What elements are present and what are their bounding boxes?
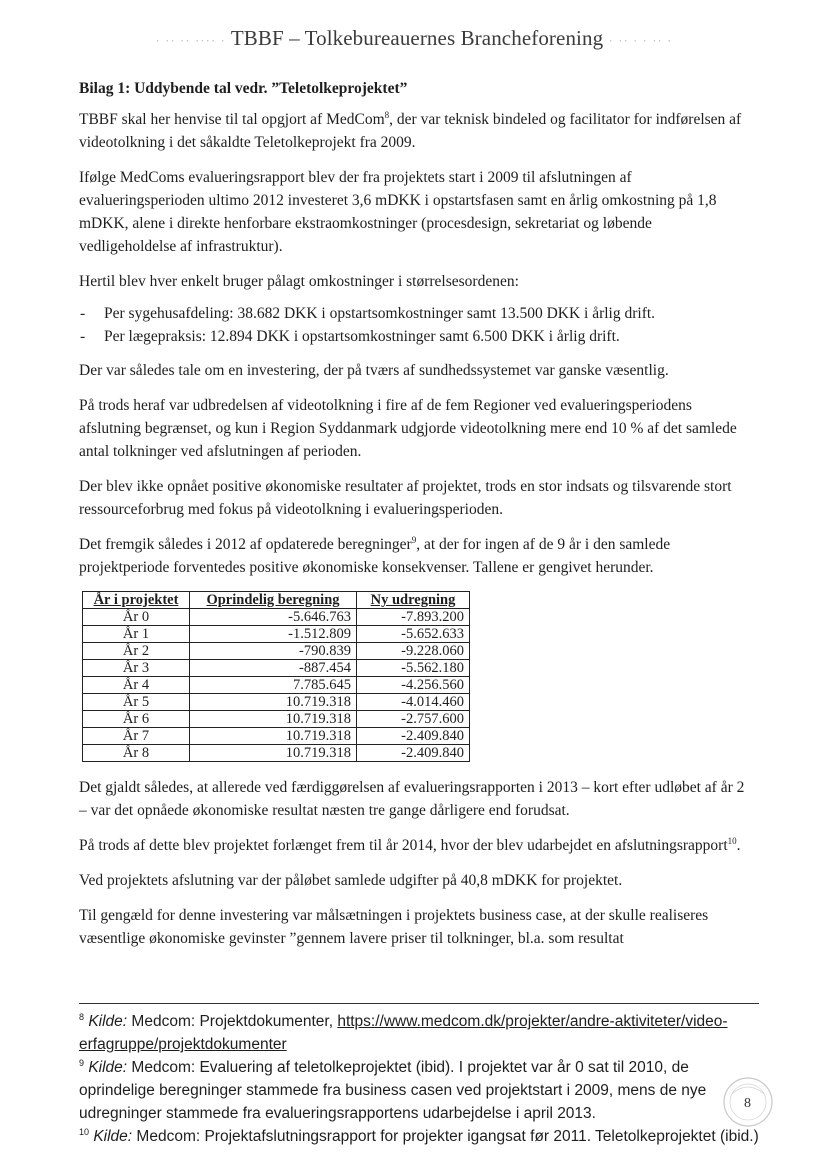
cell-original: 7.785.645: [190, 677, 357, 694]
calculation-table: [82, 591, 470, 762]
list-item: - Per sygehusafdeling: 38.682 DKK i opstartsomkostninger samt 13.500 DKK i årlig drift.: [79, 302, 751, 325]
cell-original: 10.719.318: [190, 694, 357, 711]
paragraph-6: Der blev ikke opnået positive økonomiske resultater af projektet, trods en stor indsats og tilsvarende stort ressourceforbrug med fokus på videotolkning i evalueringsperioden.: [79, 478, 732, 518]
cell-new: -9.228.060: [357, 643, 470, 660]
cell-original: -1.512.809: [190, 626, 357, 643]
table-body: [83, 609, 470, 762]
paragraph-11: Til gengæld for denne investering var målsætningen i projektets business case, at der skulle realiseres væsentlige økonomiske gevinster ”gennem lavere priser til tolkninger, bl.a. som resultat: [79, 907, 709, 947]
paragraph-7: Det fremgik således i 2012 af opdaterede beregninger$^9$, at der for ingen af de 9 år i den samlede projektperiode forventedes positive økonomiske konsekvenser. Tallene er gengivet herunder.: [79, 534, 671, 576]
cell-original: -790.839: [190, 643, 357, 660]
footnote-ref-10[interactable]: 10: [727, 835, 737, 846]
cell-year: År 0: [83, 609, 190, 626]
list-item: - Per lægepraksis: 12.894 DKK i opstartsomkostninger samt 6.500 DKK i årlig drift.: [79, 325, 751, 348]
header-scan-noise-right: · ·· · · ·· ·: [608, 33, 673, 48]
cell-new: -5.652.633: [357, 626, 470, 643]
cell-year: År 5: [83, 694, 190, 711]
cell-original: 10.719.318: [190, 728, 357, 745]
cell-year: År 1: [83, 626, 190, 643]
cell-original: -5.646.763: [190, 609, 357, 626]
footnote-9: $^9$ Kilde: Medcom: Evaluering af teletolkeprojektet (ibid). I projektet var år 0 sat til 2010, de oprindelige beregninger stammede fra business casen ved projektstart i 2009, mens de nye udregninger stammede fra evalueringsrapportens udarbejdelse i april 2013.: [79, 1057, 707, 1122]
cell-year: År 6: [83, 711, 190, 728]
cell-new: -2.409.840: [357, 728, 470, 745]
paragraph-1: TBBF skal her henvise til tal opgjort af MedCom$^8$, der var teknisk bindeled og facilitator for indførelsen af videotolkning i det såkaldte Teletolkeprojekt fra 2009.: [79, 109, 742, 151]
cell-year: År 2: [83, 643, 190, 660]
footnote-link[interactable]: https://www.medcom.dk/projekter/andre-aktiviteter/video-erfagruppe/projektdokumenter: [79, 1013, 728, 1053]
table-row: [83, 609, 470, 626]
footnote-10: $^{10}$ Kilde: Medcom: Projektafslutningsrapport for projekter igangsat før 2011. Teletolkeprojektet (ibid.): [79, 1126, 759, 1145]
table-row: [83, 660, 470, 677]
cost-list: [79, 302, 751, 348]
table-row: [83, 694, 470, 711]
cell-new: -4.256.560: [357, 677, 470, 694]
table-row: [83, 728, 470, 745]
cell-new: -2.757.600: [357, 711, 470, 728]
paragraph-8: Det gjaldt således, at allerede ved færdiggørelsen af evalueringsrapporten i 2013 – kort efter udløbet af år 2 – var det opnåede økonomiske resultat næsten tre gange dårligere end forudsat.: [79, 779, 745, 819]
table-row: [83, 677, 470, 694]
table-row: [83, 745, 470, 762]
paragraph-5: På trods heraf var udbredelsen af videotolkning i fire af de fem Regioner ved evalueringsperiodens afslutning begrænset, og kun i Region Syddanmark udgjorde videotolkning mere end 10 % af det samlede antal tolkninger ved afslutningen af perioden.: [79, 397, 737, 460]
footnote-ref-8[interactable]: 8: [384, 109, 390, 120]
paragraph-3: Hertil blev hver enkelt bruger pålagt omkostninger i størrelsesordenen:: [79, 273, 519, 290]
page-header: [0, 26, 828, 51]
paragraph-4: Der var således tale om en investering, der på tværs af sundhedssystemet var ganske væsentlig.: [79, 362, 669, 379]
paragraph-9: På trods af dette blev projektet forlænget frem til år 2014, hvor der blev udarbejdet en afslutningsrapport$^{10}$.: [79, 835, 741, 854]
section-heading: Bilag 1: Uddybende tal vedr. ”Teletolkeprojektet”: [79, 80, 408, 97]
table-row: [83, 711, 470, 728]
column-header-original: Oprindelig beregning: [190, 592, 357, 609]
cell-original: 10.719.318: [190, 711, 357, 728]
column-header-new: Ny udregning: [357, 592, 470, 609]
header-scan-noise-left: · ·· ·· ···· ·: [155, 33, 226, 48]
cell-year: År 4: [83, 677, 190, 694]
cell-original: 10.719.318: [190, 745, 357, 762]
cell-year: År 7: [83, 728, 190, 745]
cell-new: -5.562.180: [357, 660, 470, 677]
cell-year: År 8: [83, 745, 190, 762]
footnote-ref-9[interactable]: 9: [411, 534, 417, 545]
cell-new: -4.014.460: [357, 694, 470, 711]
table-row: [83, 643, 470, 660]
footnote-8: $^8$ Kilde: Medcom: Projektdokumenter, https://www.medcom.dk/projekter/andre-aktiviteter/video-erfagruppe/projektdokumenter: [79, 1011, 728, 1053]
footnotes: [79, 1003, 759, 1148]
cell-new: -7.893.200: [357, 609, 470, 626]
page-number: 8: [744, 1096, 751, 1111]
column-header-year: År i projektet: [83, 592, 190, 609]
header-title: TBBF – Tolkebureauernes Brancheforening: [230, 26, 604, 50]
paragraph-2: Ifølge MedComs evalueringsrapport blev der fra projektets start i 2009 til afslutningen af evalueringsperioden ultimo 2012 investeret 3,6 mDKK i opstartsfasen samt en årlig omkostning på 1,8 mDKK, alene i direkte henforbare ekstraomkostninger (procesdesign, sekretariat og løbende vedligeholdelse af infrastruktur).: [79, 169, 717, 255]
cell-year: År 3: [83, 660, 190, 677]
table-header-row: [83, 592, 470, 609]
page-content: [79, 80, 751, 962]
table-row: [83, 626, 470, 643]
paragraph-10: Ved projektets afslutning var der påløbet samlede udgifter på 40,8 mDKK for projektet.: [79, 872, 623, 889]
cell-new: -2.409.840: [357, 745, 470, 762]
cell-original: -887.454: [190, 660, 357, 677]
